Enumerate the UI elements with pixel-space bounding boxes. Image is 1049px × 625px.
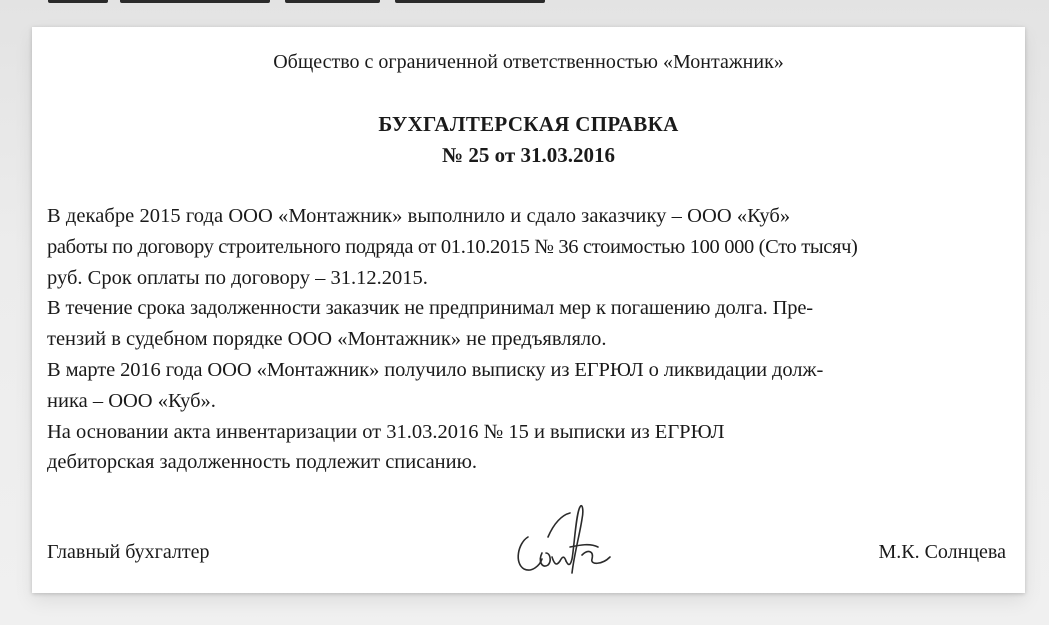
body-line: руб. Срок оплаты по договору – 31.12.2015.	[47, 266, 428, 289]
body-line: ника – ООО «Куб».	[47, 389, 216, 412]
document-body	[47, 201, 1012, 478]
body-line: дебиторская задолженность подлежит списанию.	[47, 451, 478, 474]
cropped-text-strip	[0, 0, 1049, 6]
organization-name: Общество с ограниченной ответственностью «Монтажник»	[273, 51, 784, 73]
body-line: В течение срока задолженности заказчик не предпринимал мер к погашению долга. Пре-	[47, 297, 813, 320]
signer-position: Главный бухгалтер	[47, 541, 210, 563]
document-number-date: № 25 от 31.03.2016	[442, 143, 615, 167]
handwritten-signature	[510, 473, 620, 583]
body-line: На основании акта инвентаризации от 31.03.2016 № 15 и выписки из ЕГРЮЛ	[47, 420, 725, 443]
body-line: В декабре 2015 года ООО «Монтажник» выполнило и сдало заказчику – ООО «Куб»	[47, 205, 791, 227]
body-line: тензий в судебном порядке ООО «Монтажник» не предъявляло.	[47, 328, 607, 351]
document-sheet	[32, 27, 1025, 593]
signer-name: М.К. Солнцева	[878, 541, 1006, 563]
document-title: БУХГАЛТЕРСКАЯ СПРАВКА	[378, 112, 679, 136]
body-line: работы по договору строительного подряда от 01.10.2015 № 36 стоимостью 100 000 (Сто тысяч)	[47, 235, 858, 258]
body-line: В марте 2016 года ООО «Монтажник» получило выписку из ЕГРЮЛ о ликвидации долж-	[47, 358, 824, 381]
